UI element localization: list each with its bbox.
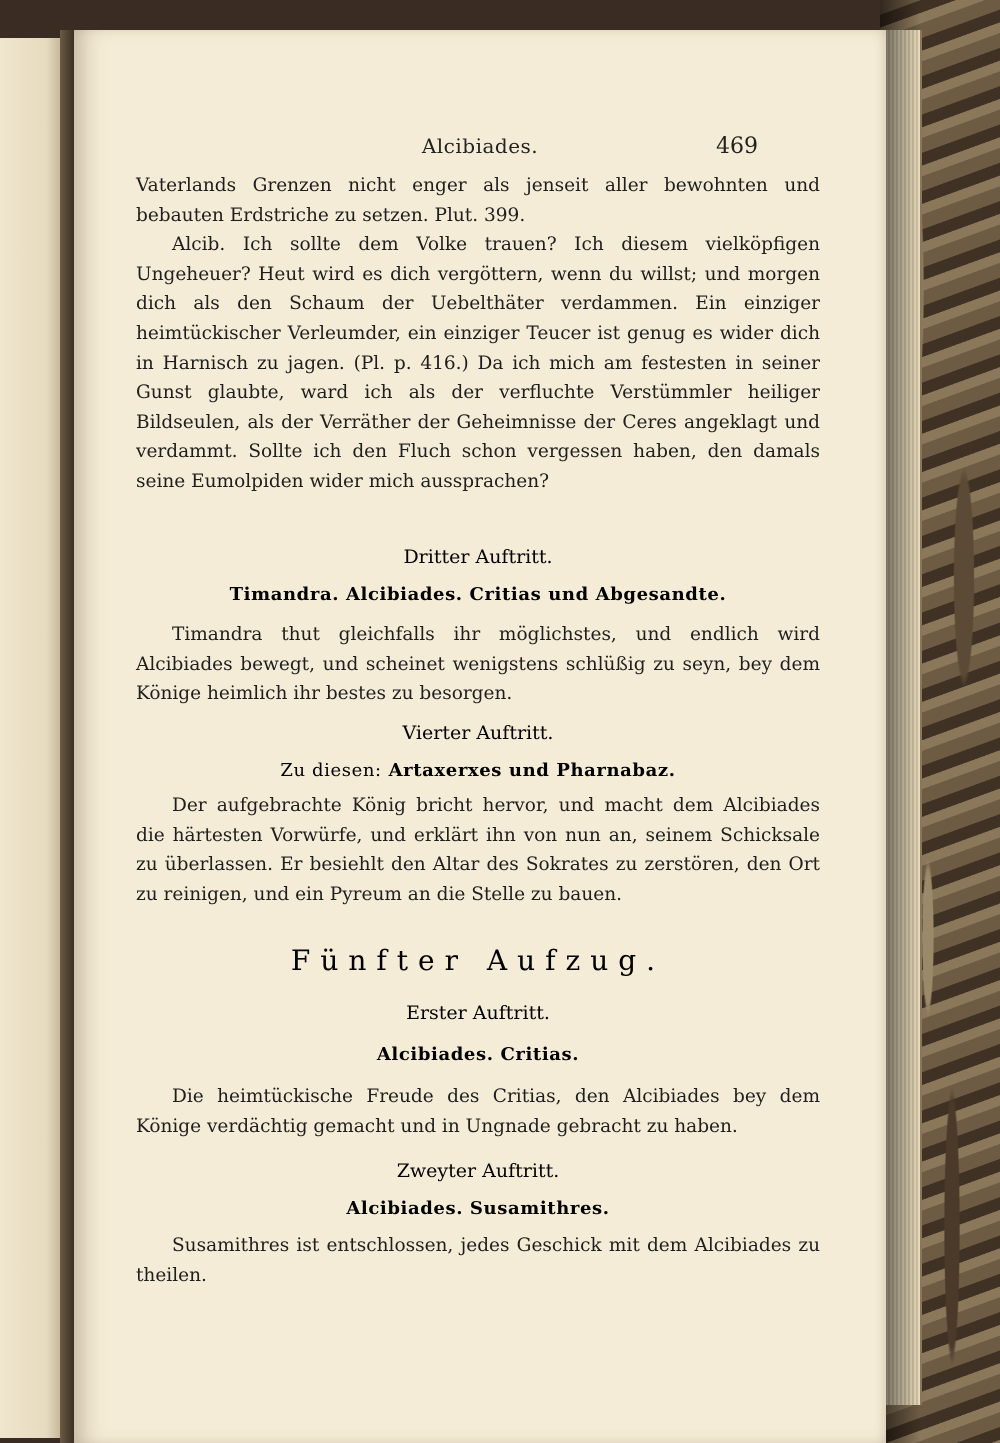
act-5-scene-1-text-block [136,1082,820,1141]
persons-lead: Zu diesen: [280,760,382,781]
act-5-scene-2-text-block [136,1231,820,1290]
act-5-scene-1-text: Die heimtückische Freude des Critias, den Alcibiades bey dem Könige verdächtig gemacht und in Ungnade gebracht zu haben. [136,1086,820,1137]
paragraph-1: Vaterlands Grenzen nicht enger als jenseit aller bewohnten und bebauten Erdstriche zu setzen. Plut. 399. [136,175,820,226]
page-number: 469 [716,134,758,159]
act-5-scene-2-persons: Alcibiades. Susamithres. [346,1198,610,1219]
scene-3-text-block [136,620,820,709]
speaker-alcib: Alcib. [172,234,226,256]
act-5-title: Fünfter Aufzug. [290,944,666,977]
scene-3-persons: Timandra. Alcibiades. Critias und Abgesandte. [229,584,727,605]
book-page [74,30,886,1443]
scene-3-title: Dritter Auftritt. [403,546,553,568]
scene-3-text: Timandra thut gleichfalls ihr möglichstes, und endlich wird Alcibiades bewegt, und scheinet wenigstens schlüßig zu seyn, bey dem Könige heimlich ihr bestes zu besorgen. [136,624,820,705]
scene-4-text: Der aufgebrachte König bricht hervor, und macht dem Alcibiades die härtesten Vorwürfe, und erklärt ihn von nun an, seinem Schicksale zu überlassen. Er besiehlt den Altar des Sokrates zu zerstören, den Ort zu reinigen, und ein Pyreum an die Stelle zu bauen. [136,795,820,905]
paragraph-2 [136,230,820,496]
speech-text: Ich sollte dem Volke trauen? Ich diesem vielköpfigen Ungeheuer? Heut wird es dich vergöttern, wenn du willst; und morgen dich als den Schaum der Uebelthäter verdammen. Ein einziger heimtückischer Verleumder, ein einziger Teucer ist genug es wider dich in Harnisch zu jagen. (Pl. p. 416.) Da ich mich am festesten in seiner Gunst glaubte, ward ich als der verfluchte Verstümmler heiliger Bildseulen, als der Verräther der Geheimnisse der Ceres angeklagt und verdammt. Sollte ich den Fluch schon vergessen haben, den damals seine Eumolpiden wider mich aussprachen? [136,234,820,492]
running-title: Alcibiades. [421,134,539,158]
act-5-scene-2-text: Susamithres ist entschlossen, jedes Geschick mit dem Alcibiades zu theilen. [136,1235,820,1286]
act-5-scene-1-title: Erster Auftritt. [406,1002,550,1024]
previous-page-edge [0,38,66,1438]
scene-4-title: Vierter Auftritt. [402,722,554,744]
continuation-text [136,171,820,497]
act-5-scene-1-persons: Alcibiades. Critias. [376,1044,580,1065]
persons-names: Artaxerxes und Pharnabaz. [388,760,676,781]
scene-4-text-block [136,791,820,909]
cover-shadow [880,0,920,1443]
act-5-scene-2-title: Zweyter Auftritt. [396,1160,560,1182]
scene-4-persons [136,760,820,781]
